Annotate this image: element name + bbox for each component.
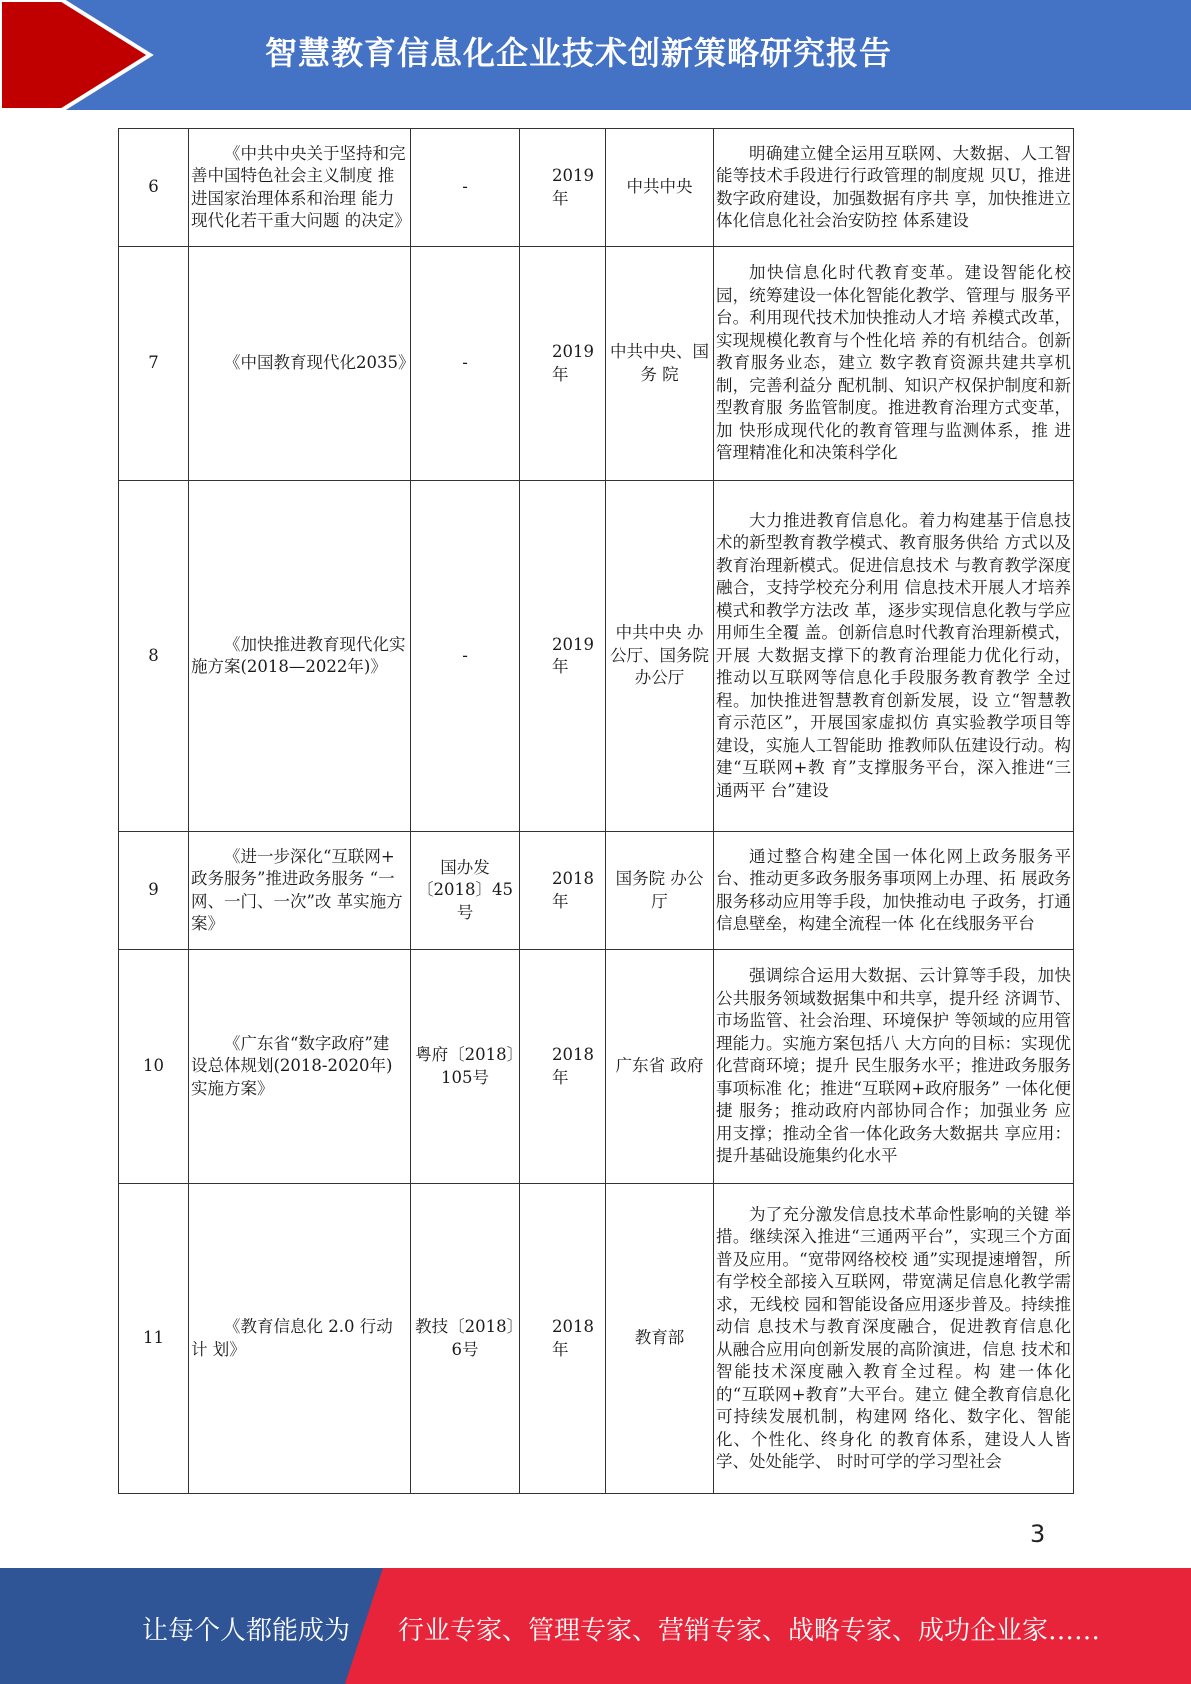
policy-name: 《加快推进教育现代化实施方案(2018—2022年)》 xyxy=(189,481,411,832)
table-row xyxy=(119,1184,1074,1494)
document-number: 教技〔2018〕6号 xyxy=(411,1184,520,1494)
row-number: 6 xyxy=(119,129,189,247)
table-row xyxy=(119,832,1074,950)
page-header xyxy=(0,0,1191,110)
issuing-body: 中共中央、国务 院 xyxy=(606,247,714,481)
table-row xyxy=(119,247,1074,481)
policy-name: 《中共中央关于坚持和完 善中国特色社会主义制度 推进国家治理体系和治理 能力现代化若干重大问题 的决定》 xyxy=(189,129,411,247)
policy-content: 大力推进教育信息化。着力构建基于信息技术的新型教育教学模式、教育服务供给 方式以及教育治理新模式。促进信息技术 与教育教学深度融合，支持学校充分利用 信息技术开展人才培养模式和教学方法改 革，逐步实现信息化教与学应用师生全覆 盖。创新信息时代教育治理新模式，开展 大数据支撑下的教育治理能力优化行动， 推动以互联网等信息化手段服务教育教学 全过程。加快推进智慧教育创新发展，设 立“智慧教育示范区”，开展国家虚拟仿 真实验教学项目等建设，实施人工智能助 推教师队伍建设行动。构建“互联网+教 育”支撑服务平台，深入推进“三通两平 台”建设 xyxy=(714,481,1074,832)
issue-year: 2019年 xyxy=(520,129,606,247)
policy-content: 加快信息化时代教育变革。建设智能化校园，统筹建设一体化智能化教学、管理与 服务平台。利用现代技术加快推动人才培 养模式改革，实现规模化教育与个性化培 养的有机结合。创新教育服务业态，建立 数字教育资源共建共享机制，完善利益分 配机制、知识产权保护制度和新型教育服 务监管制度。推进教育治理方式变革，加 快形成现代化的教育管理与监测体系，推 进管理精准化和决策科学化 xyxy=(714,247,1074,481)
row-number: 7 xyxy=(119,247,189,481)
table-row xyxy=(119,129,1074,247)
policy-name: 《进一步深化“互联网+ 政务服务”推进政务服务 “一网、一门、一次”改 革实施方案》 xyxy=(189,832,411,950)
policy-content: 为了充分激发信息技术革命性影响的关键 举措。继续深入推进“三通两平台”，实现三个方面普及应用。“宽带网络校校 通”实现提速增智，所有学校全部接入互联网，带宽满足信息化教学需求，无线校 园和智能设备应用逐步普及。持续推动信 息技术与教育深度融合，促进教育信息化 从融合应用向创新发展的高阶演进，信息 技术和智能技术深度融入教育全过程。构 建一体化的“互联网+教育”大平台。建立 健全教育信息化可持续发展机制，构建网 络化、数字化、智能化、个性化、终身化 的教育体系，建设人人皆学、处处能学、 时时可学的学习型社会 xyxy=(714,1184,1074,1494)
policy-name: 《广东省“数字政府”建 设总体规划(2018-2020年)实施方案》 xyxy=(189,950,411,1184)
issue-year: 2019年 xyxy=(520,481,606,832)
issuing-body: 教育部 xyxy=(606,1184,714,1494)
table-row xyxy=(119,950,1074,1184)
document-number: - xyxy=(411,247,520,481)
issuing-body: 中共中央 xyxy=(606,129,714,247)
document-number: 国办发〔2018〕45号 xyxy=(411,832,520,950)
row-number: 8 xyxy=(119,481,189,832)
row-number: 9 xyxy=(119,832,189,950)
header-chevron-shape xyxy=(0,0,160,110)
page-number: 3 xyxy=(1030,1520,1046,1548)
row-number: 11 xyxy=(119,1184,189,1494)
footer-slogan-right: 行业专家、管理专家、营销专家、战略专家、成功企业家…… xyxy=(398,1616,1101,1646)
document-number: - xyxy=(411,129,520,247)
report-title: 智慧教育信息化企业技术创新策略研究报告 xyxy=(265,34,893,72)
issue-year: 2018年 xyxy=(520,832,606,950)
issue-year: 2018年 xyxy=(520,950,606,1184)
page-footer xyxy=(0,1568,1191,1684)
issue-year: 2019年 xyxy=(520,247,606,481)
policy-content: 通过整合构建全国一体化网上政务服务平 台、推动更多政务服务事项网上办理、拓 展政务服务移动应用等手段，加快推动电 子政务，打通信息壁垒，构建全流程一体 化在线服务平台 xyxy=(714,832,1074,950)
policy-table xyxy=(118,128,1074,1494)
document-number: - xyxy=(411,481,520,832)
document-number: 粤府〔2018〕105号 xyxy=(411,950,520,1184)
issuing-body: 中共中央 办公厅、国务院 办公厅 xyxy=(606,481,714,832)
footer-slogan-left: 让每个人都能成为 xyxy=(142,1616,351,1646)
table-row xyxy=(119,481,1074,832)
policy-content: 明确建立健全运用互联网、大数据、人工智能等技术手段进行行政管理的制度规 贝U，推进数字政府建设，加强数据有序共 享，加快推进立体化信息化社会治安防控 体系建设 xyxy=(714,129,1074,247)
policy-content: 强调综合运用大数据、云计算等手段，加快公共服务领域数据集中和共享，提升经 济调节、市场监管、社会治理、环境保护 等领域的应用管理能力。实施方案包括八 大方向的目标：实现优化营商环境；提升 民生服务水平；推进政务服务事项标准 化；推进“互联网+政府服务” 一体化便捷 服务；推动政府内部协同合作；加强业务 应用支撑；推动全省一体化政务大数据共 享应用：提升基础设施集约化水平 xyxy=(714,950,1074,1184)
policy-name: 《教育信息化 2.0 行动计 划》 xyxy=(189,1184,411,1494)
issue-year: 2018年 xyxy=(520,1184,606,1494)
policy-name: 《中国教育现代化2035》 xyxy=(189,247,411,481)
row-number: 10 xyxy=(119,950,189,1184)
issuing-body: 广东省 政府 xyxy=(606,950,714,1184)
issuing-body: 国务院 办公厅 xyxy=(606,832,714,950)
